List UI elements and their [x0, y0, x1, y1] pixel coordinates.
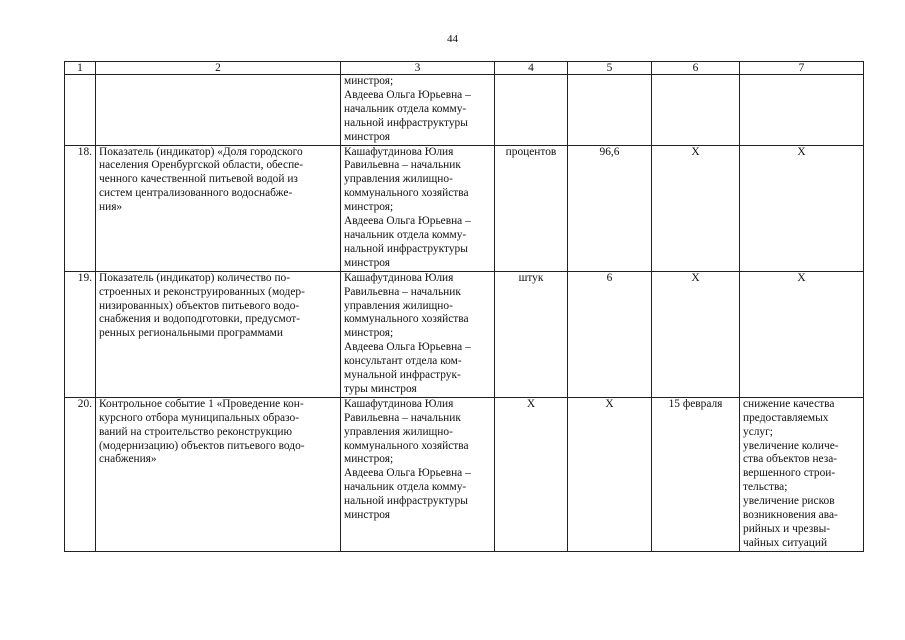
resp-line: коммунального хозяйства	[344, 313, 469, 326]
header-col-7: 7	[740, 62, 864, 75]
c7-line: снижение качества	[743, 397, 835, 410]
row-number: 20.	[65, 397, 96, 551]
resp-line: минстроя	[344, 509, 390, 522]
desc-line: Показатель (индикатор) «Доля городского	[99, 145, 303, 158]
resp-line: минстроя	[344, 130, 390, 143]
row-responsible	[341, 397, 495, 551]
row-deadline: Х	[652, 271, 740, 397]
resp-line: минстроя;	[344, 453, 394, 466]
resp-line: консультант отдела ком-	[344, 355, 462, 368]
resp-line: Равильевна – начальник	[344, 159, 461, 172]
resp-line: минстроя	[344, 256, 390, 269]
resp-line: туры минстроя	[344, 382, 417, 395]
resp-line: минстроя;	[344, 327, 394, 340]
row-value: Х	[568, 397, 652, 551]
resp-line: начальник отдела комму-	[344, 102, 467, 115]
row-consequences	[740, 75, 864, 146]
row-value: 96,6	[568, 145, 652, 271]
c7-line: вершенного строи-	[743, 467, 836, 480]
table-body	[65, 75, 864, 552]
desc-line: снабжения»	[99, 453, 157, 466]
resp-line: Авдеева Ольга Юрьевна –	[344, 88, 471, 101]
table-row	[65, 397, 864, 551]
table-row	[65, 145, 864, 271]
row-description	[96, 75, 341, 146]
c7-line: Х	[797, 145, 806, 158]
resp-line: нальной инфраструктуры	[344, 242, 468, 255]
c7-line: увеличение количе-	[743, 439, 839, 452]
resp-line: минстроя;	[344, 201, 394, 214]
desc-line: строенных и реконструированных (модер-	[99, 285, 305, 298]
header-col-4: 4	[495, 62, 568, 75]
row-responsible	[341, 145, 495, 271]
resp-line: нальной инфраструктуры	[344, 495, 468, 508]
c7-line: чайных ситуаций	[743, 536, 828, 549]
resp-line: Авдеева Ольга Юрьевна –	[344, 215, 471, 228]
c7-line: ства объектов неза-	[743, 453, 838, 466]
header-row	[65, 62, 864, 75]
resp-line: управления жилищно-	[344, 299, 453, 312]
c7-line: рийных и чрезвы-	[743, 523, 831, 535]
resp-line: мунальной инфраструк-	[344, 369, 461, 382]
resp-line: коммунального хозяйства	[344, 187, 469, 200]
table-row	[65, 271, 864, 397]
resp-line: Кашафутдинова Юлия	[344, 271, 454, 284]
desc-line: ченного качественной питьевой водой из	[99, 173, 298, 186]
row-unit	[495, 75, 568, 146]
row-description	[96, 271, 341, 397]
row-unit: Х	[495, 397, 568, 551]
header-col-3: 3	[341, 62, 495, 75]
desc-line: Контрольное событие 1 «Проведение кон-	[99, 397, 304, 410]
resp-line: управления жилищно-	[344, 425, 453, 438]
row-unit: штук	[495, 271, 568, 397]
resp-line: Кашафутдинова Юлия	[344, 145, 454, 158]
row-deadline: 15 февраля	[652, 397, 740, 551]
row-value	[568, 75, 652, 146]
row-consequences	[740, 271, 864, 397]
row-deadline	[652, 75, 740, 146]
desc-line: систем централизованного водоснабже-	[99, 187, 293, 200]
desc-line: ваний на строительство реконструкцию	[99, 425, 293, 438]
row-consequences	[740, 397, 864, 551]
resp-line: Авдеева Ольга Юрьевна –	[344, 467, 471, 480]
resp-line: начальник отдела комму-	[344, 228, 467, 241]
c7-line: увеличение рисков	[743, 495, 835, 508]
main-table	[64, 61, 864, 552]
resp-line: коммунального хозяйства	[344, 439, 469, 452]
header-col-6: 6	[652, 62, 740, 75]
desc-line: населения Оренбургской области, обеспе-	[99, 159, 304, 172]
page-number: 44	[447, 33, 458, 45]
resp-line: Равильевна – начальник	[344, 411, 461, 424]
desc-line: снабжения и водоподготовки, предусмот-	[99, 313, 301, 326]
resp-line: Равильевна – начальник	[344, 285, 461, 298]
desc-line: курсного отбора муниципальных образо-	[99, 411, 300, 424]
resp-line: нальной инфраструктуры	[344, 116, 468, 129]
row-description	[96, 397, 341, 551]
desc-line: (модернизацию) объектов питьевого водо-	[99, 439, 305, 452]
resp-line: Авдеева Ольга Юрьевна –	[344, 341, 471, 354]
row-deadline: Х	[652, 145, 740, 271]
c7-line: услуг;	[743, 425, 773, 438]
c7-line: тельства;	[743, 481, 788, 494]
desc-line: ренных региональными программами	[99, 327, 283, 340]
row-consequences	[740, 145, 864, 271]
row-value: 6	[568, 271, 652, 397]
row-responsible	[341, 271, 495, 397]
header-col-5: 5	[568, 62, 652, 75]
header-col-1: 1	[65, 62, 96, 75]
desc-line: Показатель (индикатор) количество по-	[99, 271, 291, 284]
row-number: 19.	[65, 271, 96, 397]
desc-line: ния»	[99, 201, 123, 214]
desc-line: низированных) объектов питьевого водо-	[99, 299, 300, 312]
row-unit: процентов	[495, 145, 568, 271]
resp-line: минстроя;	[344, 75, 394, 87]
table-row	[65, 75, 864, 146]
row-number	[65, 75, 96, 146]
row-description	[96, 145, 341, 271]
c7-line: предоставляемых	[743, 411, 829, 424]
row-number: 18.	[65, 145, 96, 271]
resp-line: управления жилищно-	[344, 173, 453, 186]
resp-line: Кашафутдинова Юлия	[344, 397, 454, 410]
c7-line: возникновения ава-	[743, 509, 838, 522]
c7-line: Х	[797, 271, 806, 284]
row-responsible	[341, 75, 495, 146]
header-col-2: 2	[96, 62, 341, 75]
resp-line: начальник отдела комму-	[344, 481, 467, 494]
